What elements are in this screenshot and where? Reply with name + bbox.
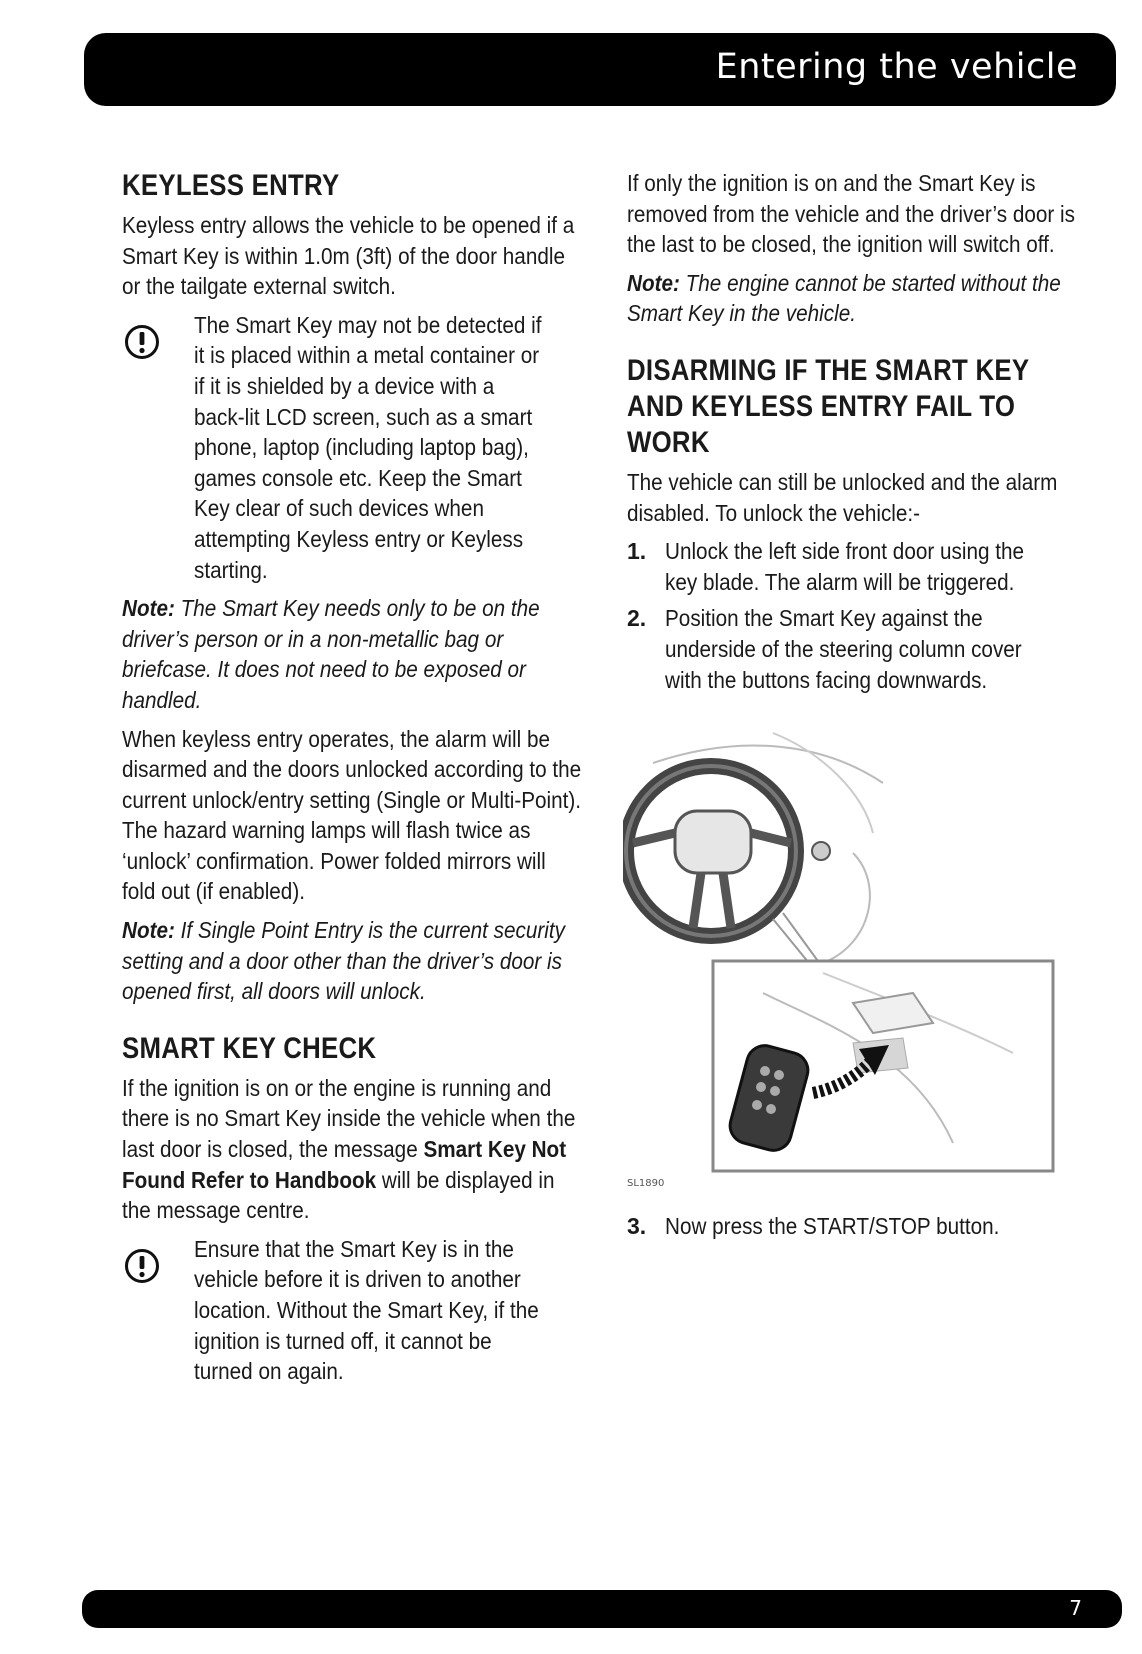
step-number: 2. bbox=[627, 605, 647, 632]
keyless-note-1 bbox=[122, 593, 584, 715]
illustration-drawing bbox=[623, 723, 1083, 1193]
smart-key-check-paragraph bbox=[122, 1073, 584, 1226]
steps-list bbox=[627, 536, 1087, 695]
keyless-entry-paragraph: Keyless entry allows the vehicle to be opened if a Smart Key is within 1.0m (3ft) of the door handle or the tailgate external switch. bbox=[122, 212, 575, 300]
note-text: The Smart Key needs only to be on the driver’s person or in a non-metallic bag or briefcase. It does not need to be exposed or handled. bbox=[122, 595, 540, 713]
note-label: Note: bbox=[627, 269, 680, 296]
paragraph-part: If the ignition is on or the engine is running and there is no Smart Key inside the vehicle when the last door is closed, the message bbox=[122, 1074, 576, 1163]
smart-key-warning bbox=[122, 1234, 584, 1387]
engine-note bbox=[627, 268, 1087, 329]
right-column bbox=[627, 168, 1087, 1248]
note-text: If Single Point Entry is the current security setting and a door other than the driver’s door is opened first, all doors will unlock. bbox=[122, 917, 565, 1005]
warning-icon bbox=[124, 1248, 160, 1284]
list-item bbox=[627, 1211, 1087, 1242]
ignition-paragraph: If only the ignition is on and the Smart Key is removed from the vehicle and the driver’s door is the last to be closed, the ignition will switch off. bbox=[627, 170, 1075, 258]
left-column bbox=[122, 168, 584, 1395]
step-number: 3. bbox=[627, 1213, 647, 1240]
warning-icon bbox=[124, 324, 160, 360]
steps-list-continued bbox=[627, 1211, 1087, 1242]
smart-key-check-heading: SMART KEY CHECK bbox=[122, 1031, 377, 1065]
footer-bar bbox=[82, 1590, 1122, 1628]
paragraph-part: will be displayed in the message centre. bbox=[122, 1166, 555, 1224]
smart-key-warning-text: Ensure that the Smart Key is in the vehicle before it is driven to another location. Without the Smart Key, if the ignition is turned off, it cannot be turned on again. bbox=[194, 1235, 539, 1385]
disarming-intro: The vehicle can still be unlocked and the alarm disabled. To unlock the vehicle:- bbox=[627, 468, 1058, 526]
step-text: Position the Smart Key against the underside of the steering column cover with the buttons facing downwards. bbox=[665, 605, 1022, 693]
keyless-warning-text: The Smart Key may not be detected if it is placed within a metal container or if it is shielded by a device with a back-lit LCD screen, such as a smart phone, laptop (including laptop bag), games console etc. Keep the Smart Key clear of such devices when attempting Keyless entry or Keyless starting. bbox=[194, 311, 542, 583]
page-title: Entering the vehicle bbox=[715, 47, 1078, 87]
keyless-operation-paragraph: When keyless entry operates, the alarm will be disarmed and the doors unlocked according to the current unlock/entry setting (Single or Multi-Point). The hazard warning lamps will flash twice as ‘unlock’ confirmation. Power folded mirrors will fold out (if enabled). bbox=[122, 725, 582, 905]
note-text: The engine cannot be started without the Smart Key in the vehicle. bbox=[627, 269, 1061, 327]
page-number: 7 bbox=[1069, 1596, 1082, 1620]
keyless-warning bbox=[122, 310, 584, 585]
message-text: Smart Key Not Found Refer to Handbook bbox=[122, 1136, 567, 1193]
list-item bbox=[627, 536, 1087, 597]
steering-column-illustration bbox=[623, 723, 1083, 1193]
keyless-note-2 bbox=[122, 915, 584, 1007]
step-text: Unlock the left side front door using the key blade. The alarm will be triggered. bbox=[665, 538, 1025, 595]
step-number: 1. bbox=[627, 538, 647, 565]
figure-id: SL1890 bbox=[627, 1178, 665, 1190]
note-label: Note: bbox=[122, 595, 175, 622]
list-item bbox=[627, 603, 1087, 695]
note-label: Note: bbox=[122, 917, 175, 944]
keyless-entry-heading: KEYLESS ENTRY bbox=[122, 169, 340, 202]
step-text: Now press the START/STOP button. bbox=[665, 1213, 1000, 1240]
header-bar bbox=[84, 33, 1116, 106]
disarming-heading: DISARMING IF THE SMART KEY AND KEYLESS ENTRY FAIL TO WORK bbox=[627, 353, 1029, 459]
